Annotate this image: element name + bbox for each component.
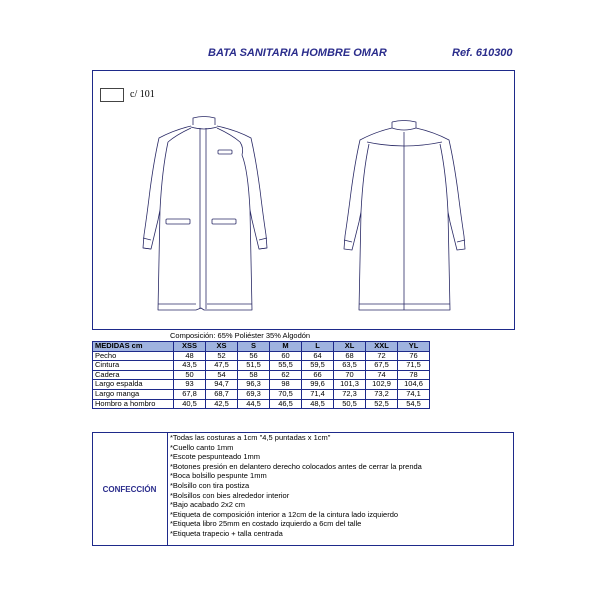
row-label: Pecho xyxy=(93,351,174,361)
size-header: S xyxy=(238,342,270,352)
color-code: c/ 101 xyxy=(130,89,155,100)
fabric-composition: Composición: 65% Poliéster 35% Algodón xyxy=(170,331,311,340)
front-view-sketch xyxy=(143,117,267,311)
table-cell: 48 xyxy=(174,351,206,361)
back-view-sketch xyxy=(344,121,465,311)
table-cell: 55,5 xyxy=(270,361,302,371)
table-cell: 98 xyxy=(270,380,302,390)
table-cell: 71,4 xyxy=(302,389,334,399)
table-cell: 72,3 xyxy=(334,389,366,399)
table-cell: 96,3 xyxy=(238,380,270,390)
list-item: *Boca bolsillo pespunte 1mm xyxy=(170,471,267,481)
table-cell: 74,1 xyxy=(398,389,430,399)
list-item: *Botones presión en delantero derecho colocados antes de cerrar la prenda xyxy=(170,461,422,471)
garment-sketches xyxy=(92,70,515,330)
row-label: Cadera xyxy=(93,370,174,380)
table-cell: 52,5 xyxy=(366,399,398,409)
table-cell: 54 xyxy=(206,370,238,380)
list-item: *Todas las costuras a 1cm "4,5 puntadas x 1cm" xyxy=(170,433,331,442)
row-label: Largo manga xyxy=(93,389,174,399)
table-cell: 63,5 xyxy=(334,361,366,371)
table-cell: 67,5 xyxy=(366,361,398,371)
table-cell: 51,5 xyxy=(238,361,270,371)
size-header: XL xyxy=(334,342,366,352)
table-header-label: MEDIDAS cm xyxy=(93,342,174,352)
table-cell: 67,8 xyxy=(174,389,206,399)
list-item: *Bolsillo con tira postiza xyxy=(170,480,250,490)
table-cell: 76 xyxy=(398,351,430,361)
list-item: *Cuello canto 1mm xyxy=(170,442,234,452)
table-cell: 58 xyxy=(238,370,270,380)
list-item: *Etiqueta de composición interior a 12cm de la cintura lado izquierdo xyxy=(170,509,399,519)
table-cell: 46,5 xyxy=(270,399,302,409)
size-header: YL xyxy=(398,342,430,352)
list-item: *Escote pespunteado 1mm xyxy=(170,452,261,462)
table-cell: 44,5 xyxy=(238,399,270,409)
table-row xyxy=(93,361,430,371)
table-cell: 59,5 xyxy=(302,361,334,371)
table-cell: 42,5 xyxy=(206,399,238,409)
list-item: *Etiqueta libro 25mm en costado izquierdo a 6cm del talle xyxy=(170,519,362,529)
row-label: Largo espalda xyxy=(93,380,174,390)
confeccion-label-text: CONFECCIÓN xyxy=(102,484,157,494)
table-cell: 101,3 xyxy=(334,380,366,390)
list-item: *Bajo acabado 2x2 cm xyxy=(170,500,246,510)
table-cell: 74 xyxy=(366,370,398,380)
size-header: M xyxy=(270,342,302,352)
table-cell: 94,7 xyxy=(206,380,238,390)
table-cell: 43,5 xyxy=(174,361,206,371)
list-item: *Etiqueta trapecio + talla centrada xyxy=(170,528,283,538)
document-title: BATA SANITARIA HOMBRE OMAR xyxy=(208,47,387,59)
table-cell: 48,5 xyxy=(302,399,334,409)
table-cell: 68,7 xyxy=(206,389,238,399)
table-cell: 104,6 xyxy=(398,380,430,390)
table-cell: 99,6 xyxy=(302,380,334,390)
table-cell: 64 xyxy=(302,351,334,361)
table-cell: 69,3 xyxy=(238,389,270,399)
confeccion-instructions xyxy=(170,433,422,539)
size-header: XS xyxy=(206,342,238,352)
table-row xyxy=(93,389,430,399)
table-cell: 71,5 xyxy=(398,361,430,371)
table-cell: 78 xyxy=(398,370,430,380)
table-cell: 40,5 xyxy=(174,399,206,409)
table-cell: 70,5 xyxy=(270,389,302,399)
table-cell: 70 xyxy=(334,370,366,380)
size-header: XXL xyxy=(366,342,398,352)
table-cell: 54,5 xyxy=(398,399,430,409)
table-row xyxy=(93,399,430,409)
table-cell: 73,2 xyxy=(366,389,398,399)
table-cell: 50,5 xyxy=(334,399,366,409)
size-header: XSS xyxy=(174,342,206,352)
table-cell: 68 xyxy=(334,351,366,361)
table-header-row xyxy=(93,342,430,352)
table-cell: 66 xyxy=(302,370,334,380)
row-label: Hombro a hombro xyxy=(93,399,174,409)
table-cell: 62 xyxy=(270,370,302,380)
table-cell: 52 xyxy=(206,351,238,361)
row-label: Cintura xyxy=(93,361,174,371)
table-cell: 47,5 xyxy=(206,361,238,371)
table-cell: 93 xyxy=(174,380,206,390)
table-cell: 56 xyxy=(238,351,270,361)
table-cell: 72 xyxy=(366,351,398,361)
reference-number: Ref. 610300 xyxy=(452,47,513,59)
list-item: *Bolsillos con bies alrededor interior xyxy=(170,490,290,500)
size-measurements-table xyxy=(92,341,430,409)
table-cell: 102,9 xyxy=(366,380,398,390)
size-header: L xyxy=(302,342,334,352)
confeccion-label xyxy=(92,432,168,546)
table-cell: 50 xyxy=(174,370,206,380)
table-cell: 60 xyxy=(270,351,302,361)
